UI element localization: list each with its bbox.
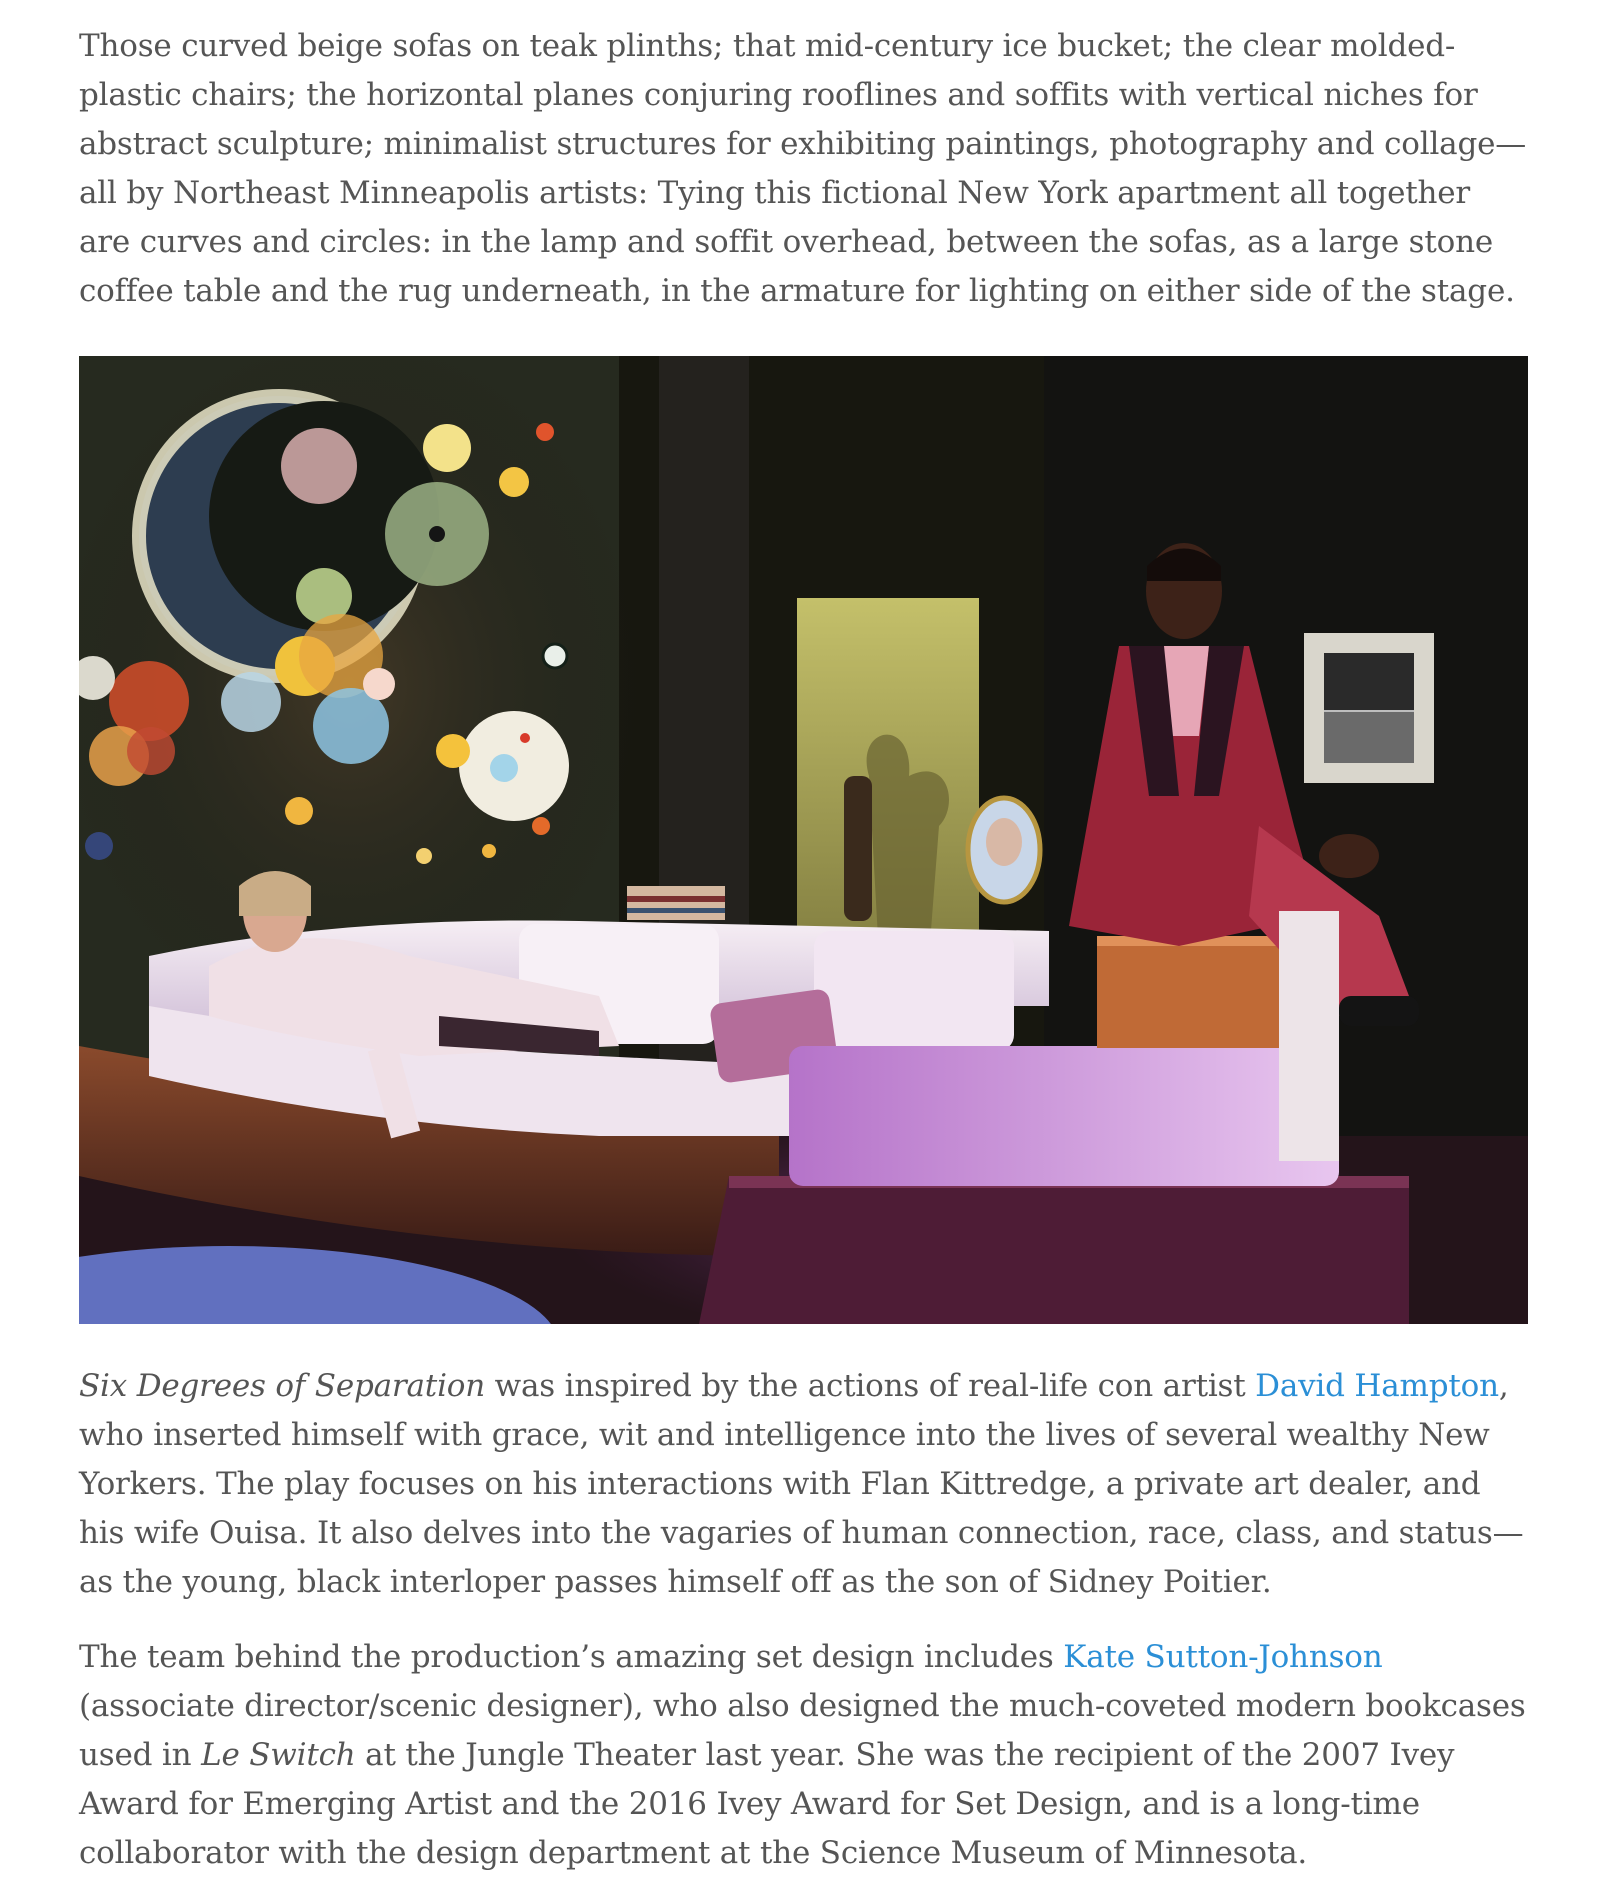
le-switch-title: Le Switch bbox=[201, 1737, 356, 1773]
kate-sutton-johnson-link[interactable]: Kate Sutton-Johnson bbox=[1063, 1639, 1383, 1675]
sofa-arm bbox=[789, 1046, 1339, 1186]
paragraph-third bbox=[79, 1633, 1529, 1878]
paragraph-second-text-1: was inspired by the actions of real-life con artist bbox=[485, 1368, 1256, 1404]
david-hampton-link[interactable]: David Hampton bbox=[1255, 1368, 1499, 1404]
paragraph-second-text-2: , who inserted himself with grace, wit and intelligence into the lives of several wealthy New Yorkers. The play focuses on his interactions with Flan Kittredge, a private art dealer, and his wife Ouisa. It also delves into the vagaries of human connection, race, class, and status—as the young, black interloper passes himself off as the son of Sidney Poitier. bbox=[79, 1368, 1524, 1600]
african-sculpture bbox=[844, 776, 872, 921]
stage-photo bbox=[79, 356, 1528, 1324]
paragraph-second bbox=[79, 1362, 1529, 1607]
paragraph-intro: Those curved beige sofas on teak plinths; that mid-century ice bucket; the clear molded-plastic chairs; the horizontal planes conjuring rooflines and soffits with vertical niches for abstract sculpture; minimalist structures for exhibiting paintings, photography and collage—all by Northeast Minneapolis artists: Tying this fictional New York apartment all together are curves and circles: in the lamp and soffit overhead, between the sofas, as a large stone coffee table and the rug underneath, in the armature for lighting on either side of the stage. bbox=[79, 28, 1527, 309]
right-platform bbox=[699, 1176, 1409, 1324]
book-stack bbox=[627, 886, 725, 920]
paragraph-third-text-1: The team behind the production’s amazing set design includes bbox=[79, 1639, 1064, 1675]
side-table bbox=[1097, 936, 1279, 1048]
paragraph-third-text-3: at the Jungle Theater last year. She was the recipient of the 2007 Ivey Award for Emerging Artist and the 2016 Ivey Award for Set Design, and is a long-time collaborator with the design department at the Science Museum of Minnesota. bbox=[79, 1737, 1455, 1871]
sofa-cushion-2 bbox=[814, 931, 1014, 1051]
article-body bbox=[79, 22, 1529, 1878]
play-title: Six Degrees of Separation bbox=[79, 1368, 486, 1404]
paragraph-third-text-2: (associate director/scenic designer), who also designed the much-coveted modern bookcases used in bbox=[79, 1688, 1526, 1773]
